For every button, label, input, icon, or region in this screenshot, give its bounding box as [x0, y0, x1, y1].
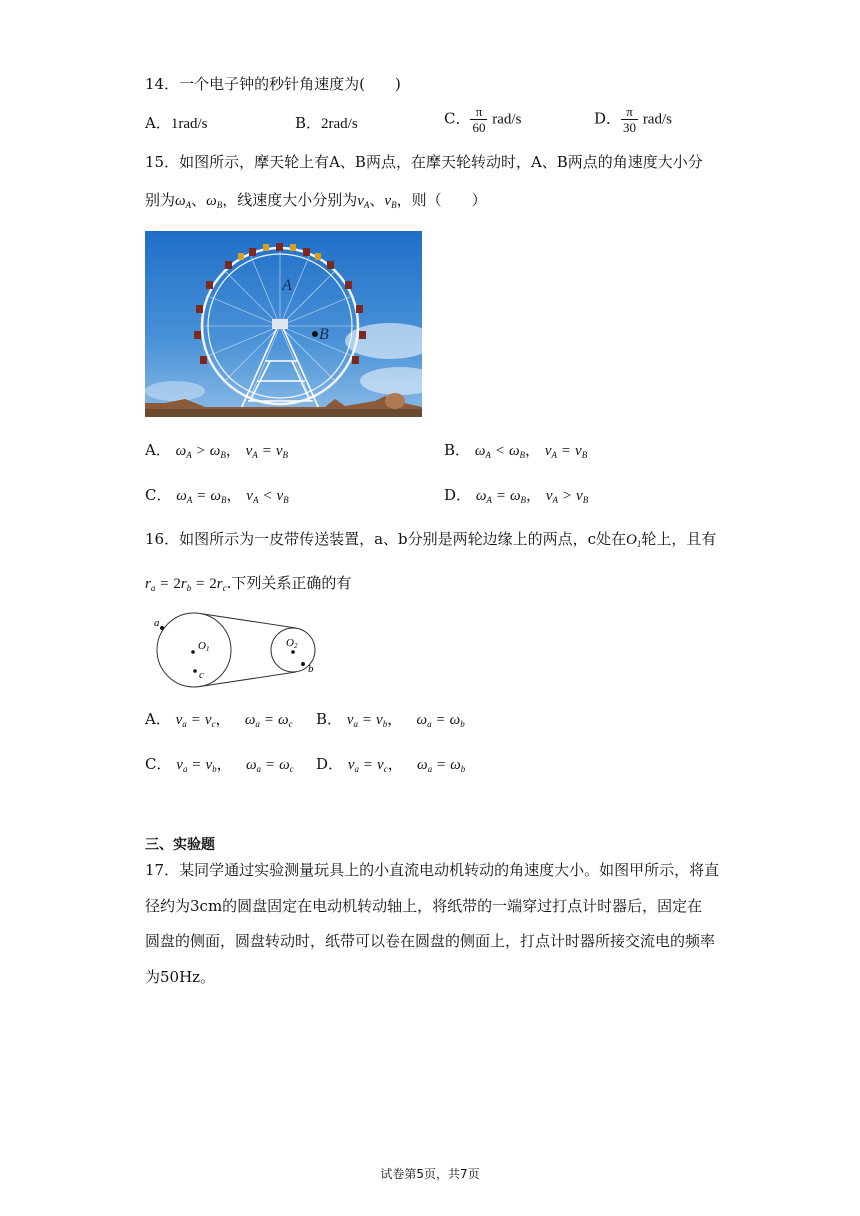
label-point-c: c	[199, 669, 204, 681]
q17-line4: 为50Hz。	[145, 968, 216, 986]
q17-line2: 径约为3cm的圆盘固定在电动机转动轴上，将纸带的一端穿过打点计时器后，固定在	[145, 897, 703, 915]
label-o1: O1	[198, 640, 210, 653]
q16-stem-line1: 16．如图所示为一皮带传送装置，a、b分别是两轮边缘上的两点，c处在$O_1$轮上，且有	[145, 530, 717, 549]
label-a: A	[282, 277, 292, 294]
q16-stem-line2: $r_a = 2r_b = 2r_c$.下列关系正确的有	[145, 574, 352, 593]
q14-option-b: B．2rad/s	[295, 114, 358, 132]
q15-stem-line2: 别为$\omega_A$、$\omega_B$，线速度大小分别为$v_A$、$v_B$，则（ ）	[145, 191, 487, 210]
q14-option-c: C． $\frac{\pi}{60}$ rad/s	[444, 104, 522, 135]
belt-pulley-diagram	[148, 612, 328, 694]
section-heading: 三、实验题	[145, 837, 215, 853]
ferris-wheel-photo	[145, 231, 422, 417]
omega-b-symbol: $\omega_B$	[206, 193, 223, 210]
omega-a-symbol: $\omega_A$	[175, 193, 192, 210]
label-o2: O2	[286, 637, 298, 650]
q15-option-c: C． $\omega_A = \omega_B$， $v_A < v_B$	[145, 486, 289, 505]
label-point-b: b	[308, 663, 314, 675]
q17-line3: 圆盘的侧面，圆盘转动时，纸带可以卷在圆盘的侧面上，打点计时器所接交流电的频率	[145, 932, 716, 950]
q15-option-a: A． $\omega_A > \omega_B$， $v_A = v_B$	[145, 441, 288, 460]
q14-stem: 14．一个电子钟的秒针角速度为( )	[145, 75, 401, 93]
q16-option-b: B． $v_a = v_b$， $\omega_a = \omega_b$	[316, 710, 465, 729]
q14-option-d: D． $\frac{\pi}{30}$ rad/s	[594, 104, 672, 135]
q15-option-d: D． $\omega_A = \omega_B$， $v_A > v_B$	[444, 486, 589, 505]
q17-line1: 17．某同学通过实验测量玩具上的小直流电动机转动的角速度大小。如图甲所示，将直	[145, 861, 720, 879]
q14-option-a: A．1rad/s	[145, 114, 208, 132]
q16-option-d: D． $v_a = v_c$， $\omega_a = \omega_b$	[316, 755, 466, 774]
q16-option-a: A． $v_a = v_c$， $\omega_a = \omega_c$	[145, 710, 293, 729]
q16-option-c: C． $v_a = v_b$， $\omega_a = \omega_c$	[145, 755, 294, 774]
label-b: B	[319, 326, 329, 343]
q15-option-b: B． $\omega_A < \omega_B$， $v_A = v_B$	[444, 441, 588, 460]
label-point-a: a	[154, 617, 160, 629]
q15-stem-line1: 15．如图所示，摩天轮上有A、B两点，在摩天轮转动时，A、B两点的角速度大小分	[145, 153, 703, 171]
page-footer: 试卷第5页，共7页	[380, 1167, 480, 1181]
